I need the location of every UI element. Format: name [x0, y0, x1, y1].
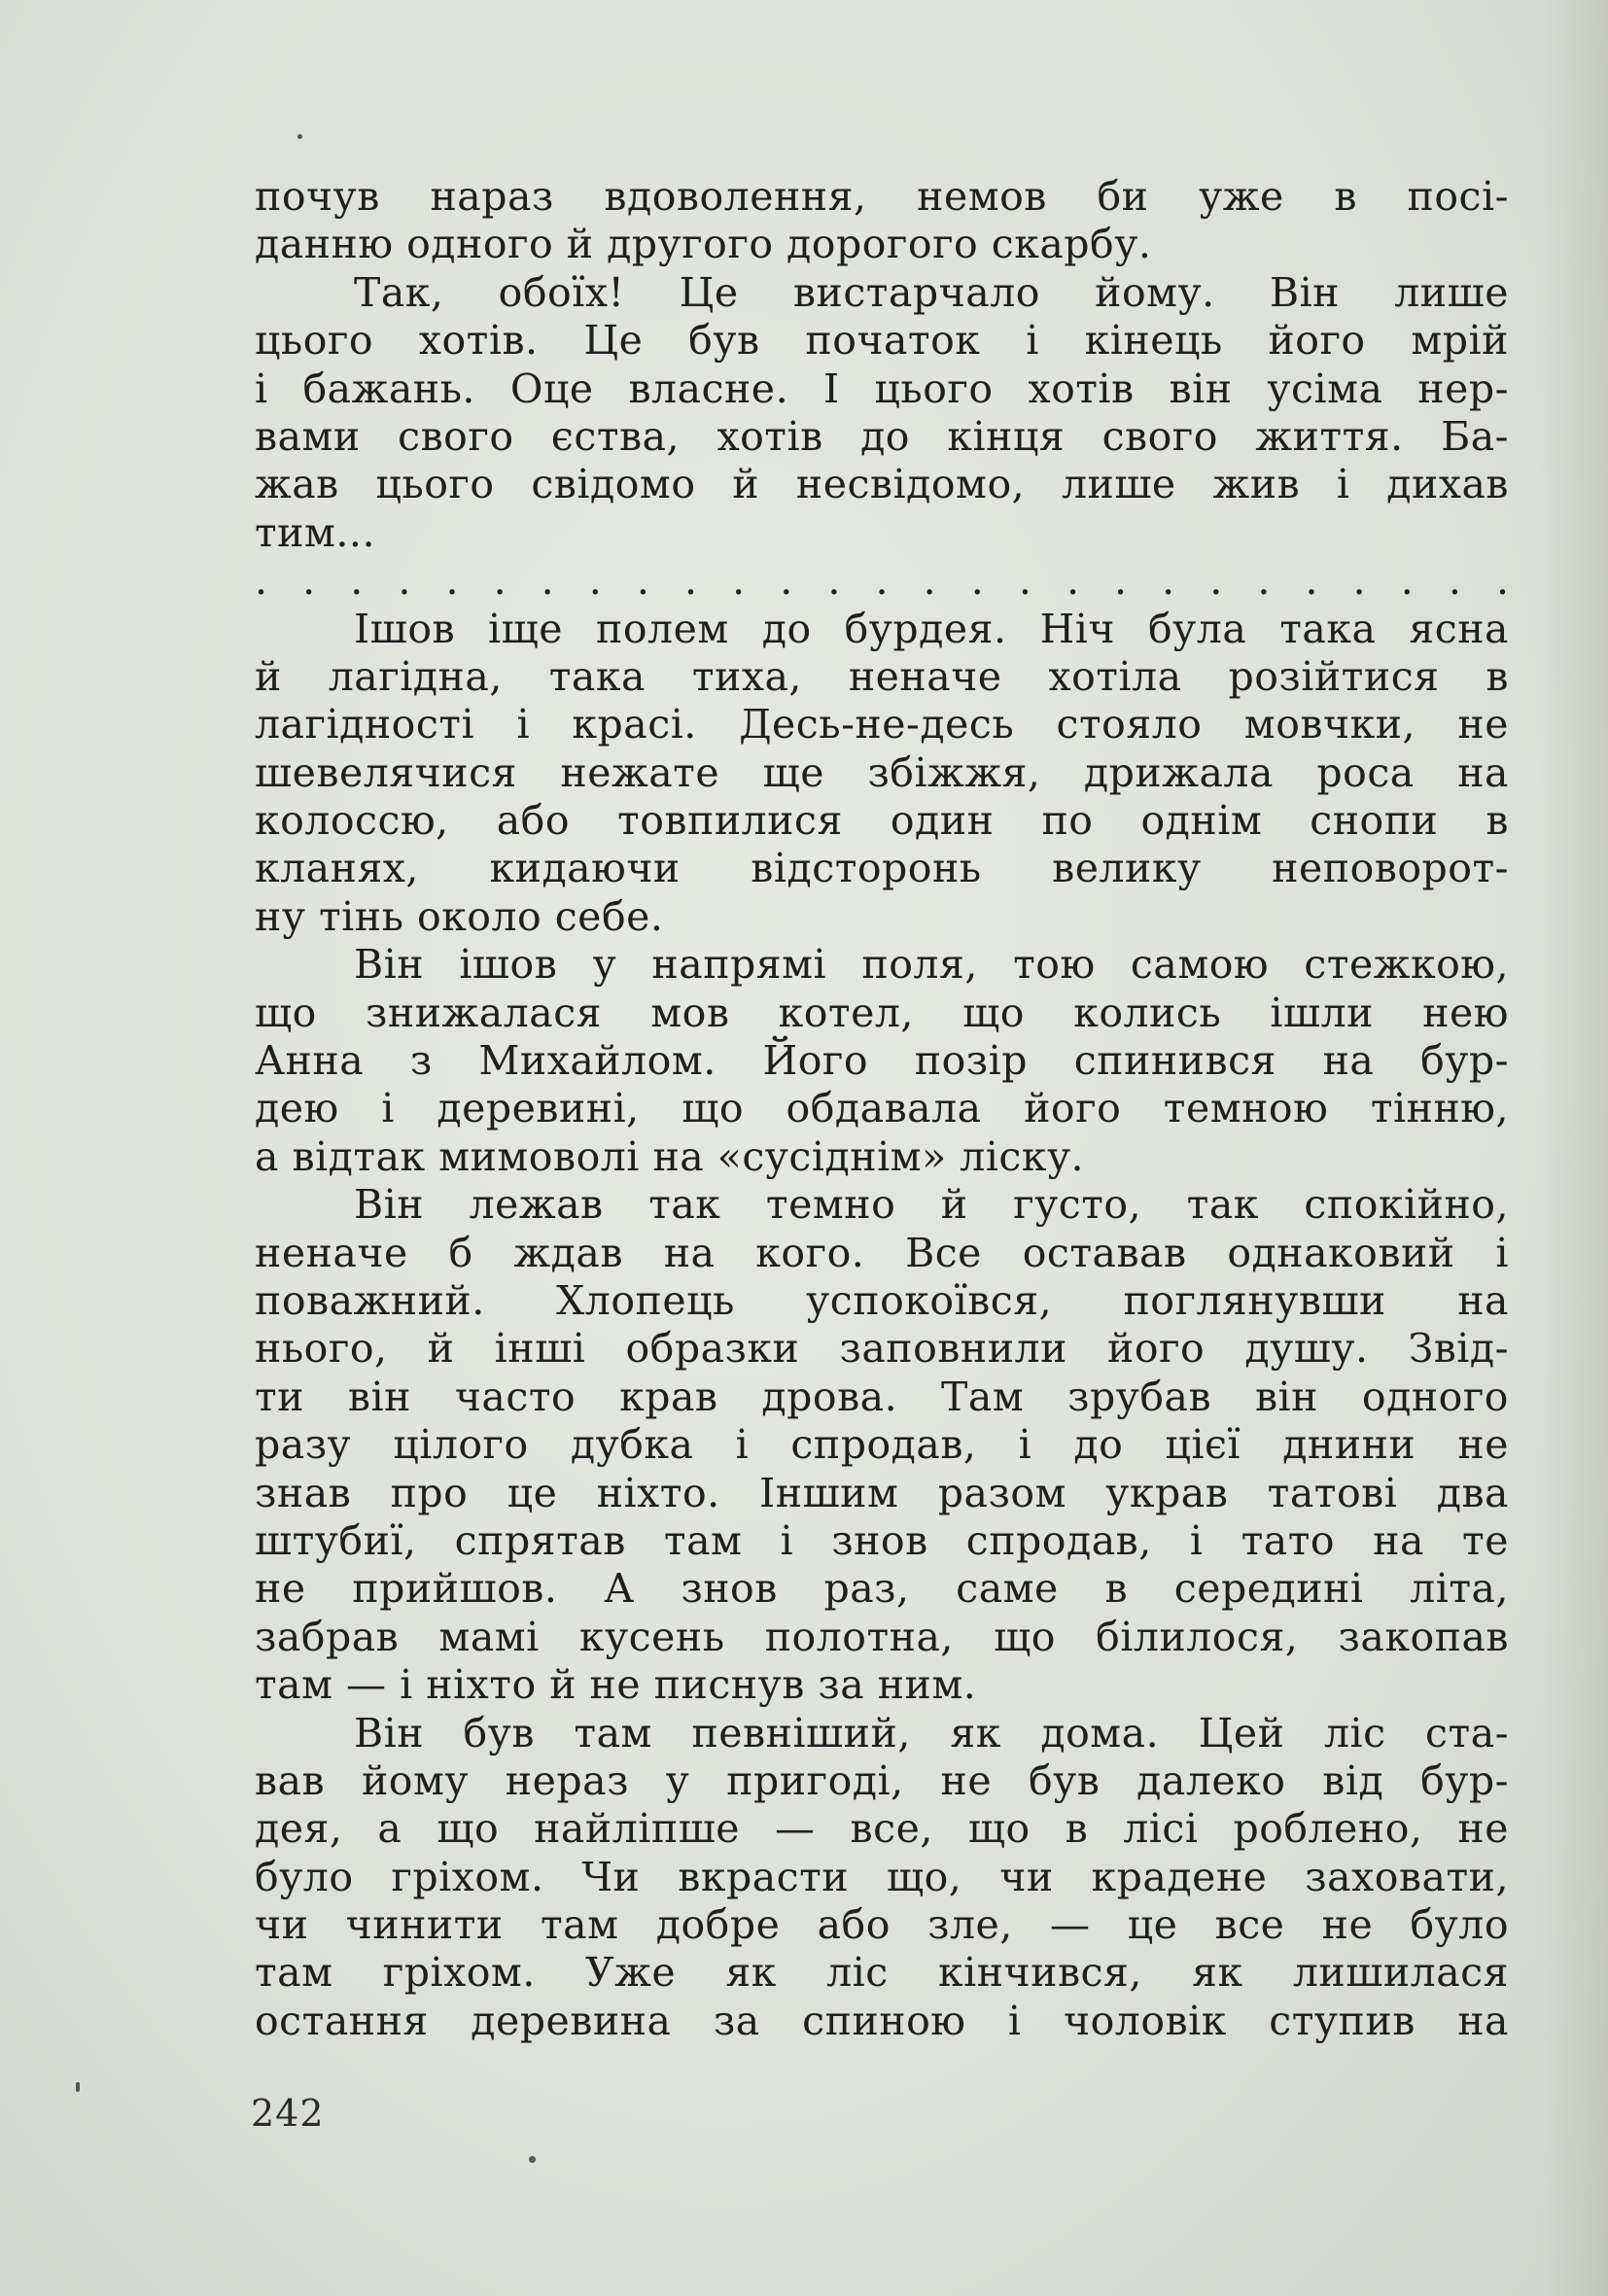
text-line: Ішов іще полем до бурдея. Ніч була така ясна [354, 605, 1509, 652]
text-line: Він ішов у напрямі поля, тою самою стежкою, [354, 941, 1509, 989]
text-line: забрав мамі кусень полотна, що білилося, закопав [255, 1613, 1509, 1660]
text-line: лагідності і красі. Десь-не-десь стояло мовчки, не [255, 701, 1509, 748]
text-line: ну тінь около себе. [255, 892, 664, 940]
text-line: кланях, кидаючи відсторонь велику неповорот- [255, 845, 1509, 892]
text-line: цього хотів. Це був початок і кінець його мрій [255, 317, 1509, 365]
text-line: й лагідна, така тиха, неначе хотіла розійтися в [255, 652, 1509, 700]
text-line: нього, й інші образки заповнили його душу. Звід- [255, 1325, 1509, 1373]
print-speck [297, 134, 302, 139]
text-line: і бажань. Оце власне. І цього хотів він усіма нер- [255, 365, 1509, 412]
text-line: не прийшов. А знов раз, саме в середині літа, [255, 1565, 1509, 1613]
ellipsis-divider: . . . . . . . . . . . . . . . . . . . . . . . . . . . [255, 557, 1509, 605]
text-line: там гріхом. Уже як ліс кінчився, як лишилася [255, 1949, 1509, 1997]
text-line: там — і ніхто й не писнув за ним. [255, 1661, 977, 1709]
text-line: ти він часто крав дрова. Там зрубав він одного [255, 1373, 1509, 1420]
page-edge-shadow [1540, 0, 1608, 2296]
text-line: шевелячися нежате ще збіжжя, дрижала роса на [255, 748, 1509, 796]
text-line: що знижалася мов котел, що колись ішли нею [255, 989, 1509, 1036]
text-line: остання деревина за спиною і чоловік ступив на [255, 1997, 1509, 2044]
page-number: 242 [251, 2092, 325, 2135]
text-line: а відтак мимоволі на «сусіднім» ліску. [255, 1132, 1085, 1180]
text-line: вами свого єства, хотів до кінця свого життя. Ба- [255, 412, 1509, 460]
text-line: дея, а що найліпше — все, що в лісі роблено, не [255, 1805, 1509, 1853]
text-line: поважний. Хлопець успокоївся, поглянувши на [255, 1276, 1509, 1324]
print-speck [76, 2082, 80, 2092]
text-line: Так, обоїх! Це вистарчало йому. Він лише [354, 268, 1509, 316]
print-speck [529, 2156, 536, 2163]
text-line: знав про це ніхто. Іншим разом украв татові два [255, 1469, 1509, 1516]
text-line: Він лежав так темно й густо, так спокійно, [354, 1181, 1509, 1229]
text-line: Анна з Михайлом. Його позір спинився на бур- [255, 1037, 1509, 1085]
body-text [255, 173, 1509, 2045]
text-line: вав йому нераз у пригоді, не був далеко від бур- [255, 1757, 1509, 1804]
text-line: данню одного й другого дорогого скарбу. [255, 221, 1152, 268]
text-line: разу цілого дубка і спродав, і до цієї днини не [255, 1421, 1509, 1469]
text-line: було гріхом. Чи вкрасти що, чи крадене заховати, [255, 1853, 1509, 1900]
text-line: колоссю, або товпилися один по однім снопи в [255, 797, 1509, 845]
text-line: дею і деревині, що обдавала його темною тінню, [255, 1085, 1509, 1132]
text-line: Він був там певніший, як дома. Цей ліс ста- [354, 1709, 1509, 1757]
text-line: чи чинити там добре або зле, — це все не було [255, 1901, 1509, 1949]
text-line: почув нараз вдоволення, немов би уже в посі- [255, 173, 1509, 220]
text-line: неначе б ждав на кого. Все оставав однаковий і [255, 1229, 1509, 1276]
text-line: тим... [255, 508, 375, 556]
text-line: штубиї, спрятав там і знов спродав, і тато на те [255, 1516, 1509, 1564]
text-line: жав цього свідомо й несвідомо, лише жив і дихав [255, 461, 1509, 508]
